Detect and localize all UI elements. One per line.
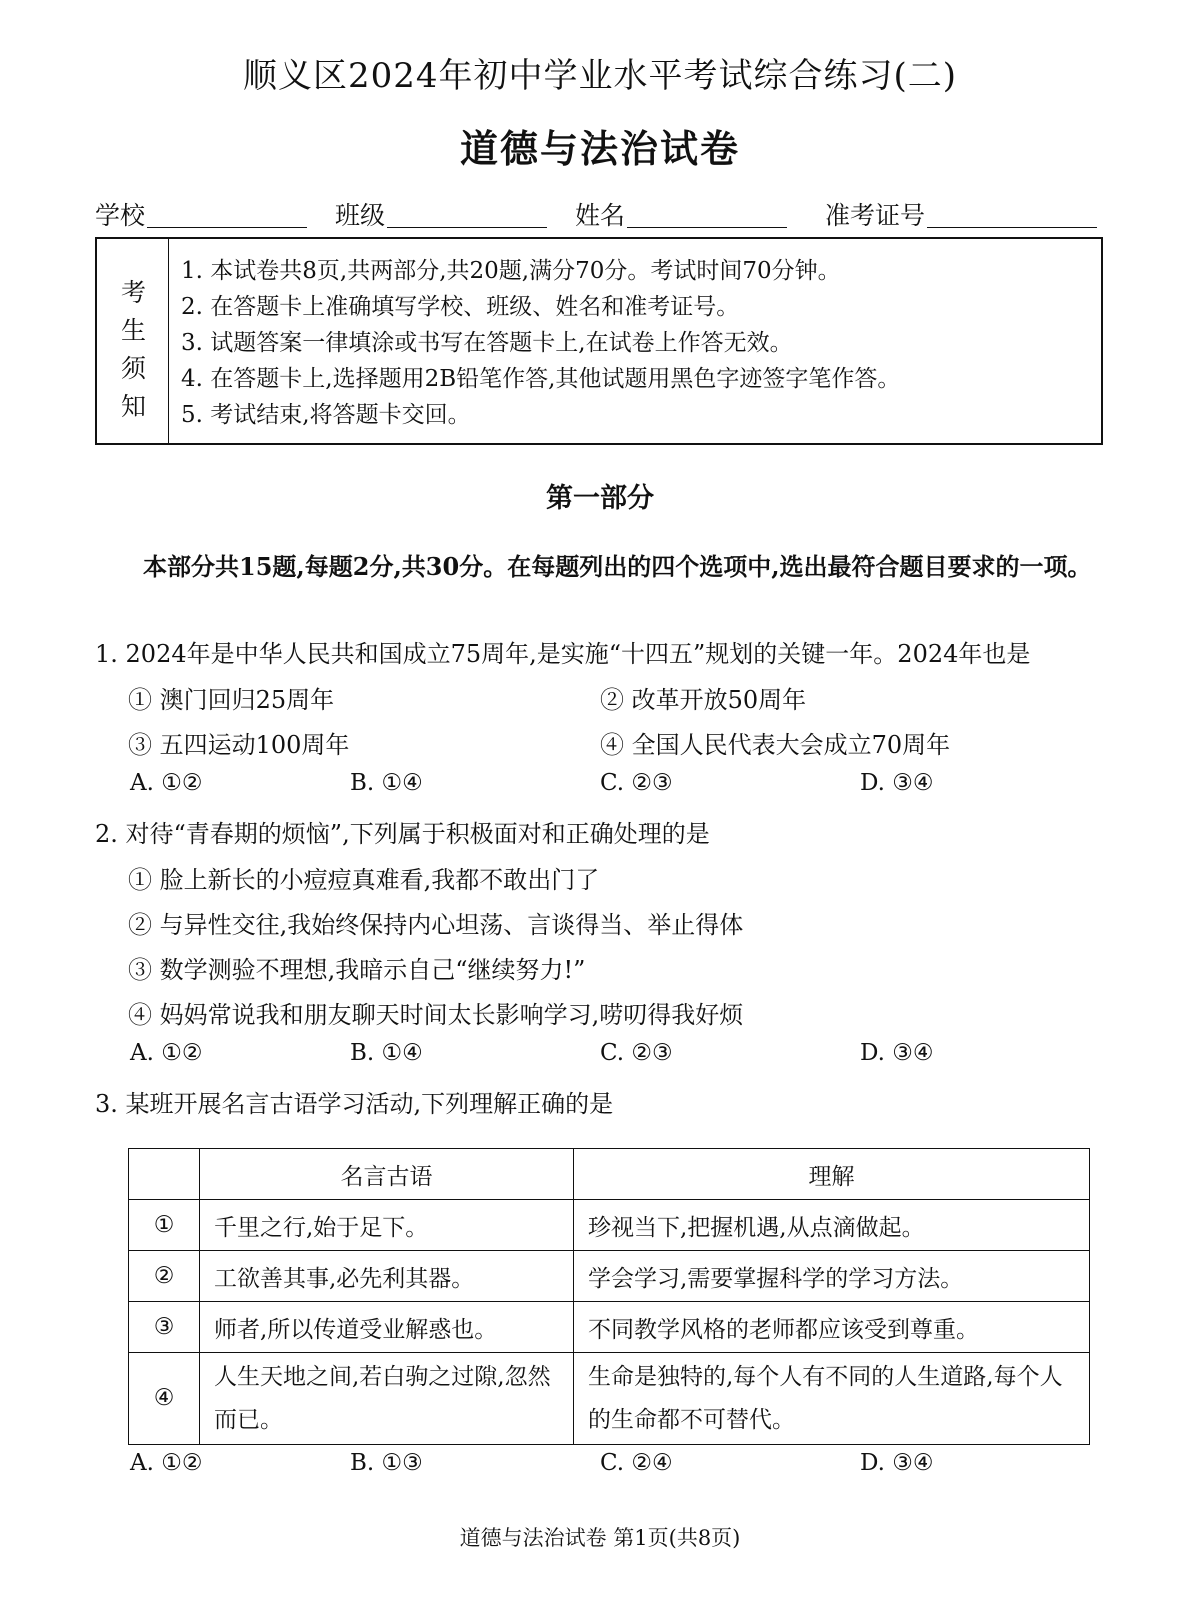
table-header-cell: 名言古语 (200, 1149, 574, 1200)
notice-label (97, 239, 169, 443)
exam-title: 顺义区2024年初中学业水平考试综合练习(二) (242, 56, 958, 96)
q2-option: ① 脸上新长的小痘痘真难看,我都不敢出门了 (128, 866, 600, 894)
notice-label-char: 生 (121, 316, 147, 345)
table-header-cell (129, 1149, 200, 1200)
q2-option: ④ 妈妈常说我和朋友聊天时间太长影响学习,唠叨得我好烦 (128, 1001, 744, 1029)
q2-choice-d: D. ③④ (860, 1040, 934, 1066)
q3-choice-c: C. ②④ (600, 1450, 673, 1476)
notice-item: 3. 试题答案一律填涂或书写在答题卡上,在试卷上作答无效。 (181, 330, 793, 356)
class-label: 班级 (335, 201, 386, 230)
table-cell: ③ (129, 1302, 200, 1353)
q1-option: ② 改革开放50周年 (600, 686, 807, 714)
table-row (129, 1200, 1090, 1251)
question-3-stem: 3. 某班开展名言古语学习活动,下列理解正确的是 (95, 1090, 614, 1118)
q3-choice-d: D. ③④ (860, 1450, 934, 1476)
notice-label-char: 知 (121, 392, 147, 421)
q1-choice-b: B. ①④ (350, 770, 423, 796)
q1-choice-c: C. ②③ (600, 770, 673, 796)
q1-choice-d: D. ③④ (860, 770, 934, 796)
q2-choice-a: A. ①② (130, 1040, 203, 1066)
table-cell: 工欲善其事,必先利其器。 (200, 1251, 574, 1302)
table-cell: ① (129, 1200, 200, 1251)
school-blank (147, 225, 307, 228)
q3-table (128, 1148, 1090, 1445)
table-cell: 不同教学风格的老师都应该受到尊重。 (574, 1302, 1090, 1353)
school-label: 学校 (95, 201, 146, 230)
notice-item: 5. 考试结束,将答题卡交回。 (181, 402, 471, 428)
notice-items (181, 253, 900, 433)
name-field (575, 196, 787, 232)
table-cell: 师者,所以传道受业解惑也。 (200, 1302, 574, 1353)
part-instruction: 本部分共15题,每题2分,共30分。在每题列出的四个选项中,选出最符合题目要求的一项。 (143, 552, 1092, 581)
notice-item: 2. 在答题卡上准确填写学校、班级、姓名和准考证号。 (181, 294, 740, 320)
table-row (129, 1353, 1090, 1445)
name-blank (627, 225, 787, 228)
table-cell: 千里之行,始于足下。 (200, 1200, 574, 1251)
table-header-row (129, 1149, 1090, 1200)
q1-option: ③ 五四运动100周年 (128, 731, 350, 759)
table-cell: ④ (129, 1353, 200, 1445)
question-1-stem: 1. 2024年是中华人民共和国成立75周年,是实施“十四五”规划的关键一年。2024年也是 (95, 640, 1031, 668)
table-row (129, 1251, 1090, 1302)
q1-option: ④ 全国人民代表大会成立70周年 (600, 731, 951, 759)
q2-choice-c: C. ②③ (600, 1040, 673, 1066)
class-field (335, 196, 547, 232)
table-cell: 人生天地之间,若白驹之过隙,忽然而已。 (200, 1353, 574, 1445)
page-footer: 道德与法治试卷 第1页(共8页) (459, 1526, 741, 1550)
table-cell: 学会学习,需要掌握科学的学习方法。 (574, 1251, 1090, 1302)
exam-id-field (825, 196, 1097, 232)
exam-id-blank (927, 225, 1097, 228)
notice-item: 4. 在答题卡上,选择题用2B铅笔作答,其他试题用黑色字迹签字笔作答。 (181, 366, 901, 392)
question-2-stem: 2. 对待“青春期的烦恼”,下列属于积极面对和正确处理的是 (95, 820, 710, 848)
name-label: 姓名 (575, 201, 626, 230)
q1-option: ① 澳门回归25周年 (128, 686, 335, 714)
class-blank (387, 225, 547, 228)
table-row (129, 1302, 1090, 1353)
notice-item: 1. 本试卷共8页,共两部分,共20题,满分70分。考试时间70分钟。 (181, 258, 841, 284)
notice-label-char: 考 (121, 278, 147, 307)
q2-choice-b: B. ①④ (350, 1040, 423, 1066)
exam-subtitle: 道德与法治试卷 (459, 126, 740, 171)
student-info-row (95, 192, 1105, 232)
notice-label-char: 须 (121, 354, 147, 383)
q2-option: ② 与异性交往,我始终保持内心坦荡、言谈得当、举止得体 (128, 911, 744, 939)
table-cell: 珍视当下,把握机遇,从点滴做起。 (574, 1200, 1090, 1251)
q1-choice-a: A. ①② (130, 770, 203, 796)
q3-choice-a: A. ①② (130, 1450, 203, 1476)
part-title: 第一部分 (546, 483, 654, 514)
q2-option: ③ 数学测验不理想,我暗示自己“继续努力!” (128, 956, 586, 984)
table-header-cell: 理解 (574, 1149, 1090, 1200)
table-cell: 生命是独特的,每个人有不同的人生道路,每个人的生命都不可替代。 (574, 1353, 1090, 1445)
table-cell: ② (129, 1251, 200, 1302)
q3-choice-b: B. ①③ (350, 1450, 423, 1476)
exam-notice-box (95, 237, 1103, 445)
exam-id-label: 准考证号 (825, 201, 926, 230)
school-field (95, 196, 307, 232)
